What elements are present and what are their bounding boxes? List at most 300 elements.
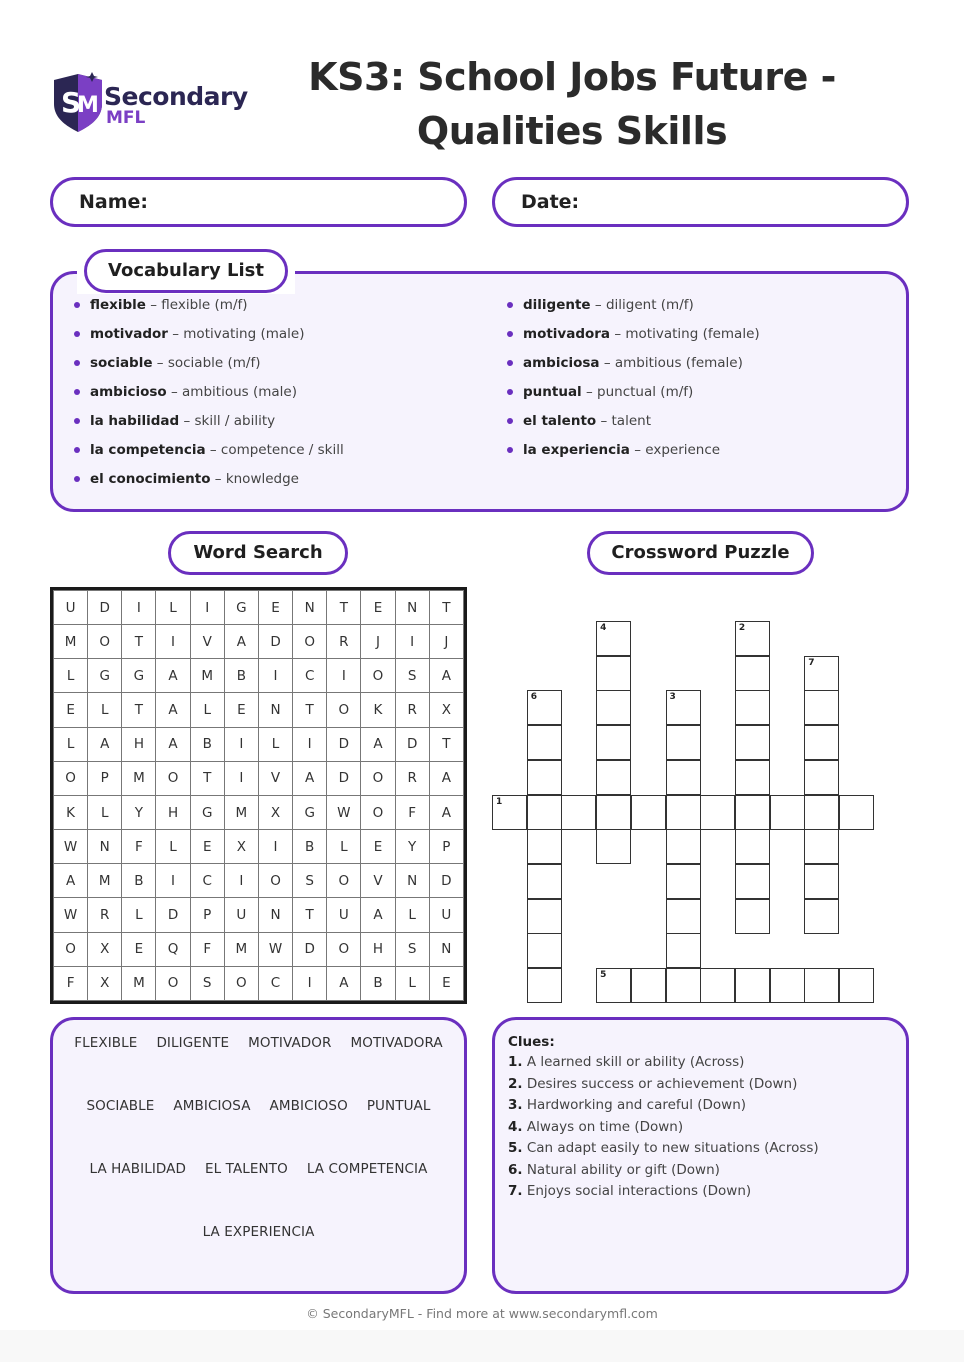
grid-letter[interactable]: N: [429, 932, 463, 966]
vocab-meaning: punctual (m/f): [597, 384, 694, 400]
word-list-item: SOCIABLE: [86, 1098, 155, 1114]
crossword-cell[interactable]: [735, 760, 770, 795]
grid-row: [54, 898, 464, 932]
grid-letter[interactable]: X: [88, 932, 122, 966]
grid-letter[interactable]: L: [190, 693, 224, 727]
grid-letter[interactable]: A: [293, 761, 327, 795]
grid-letter[interactable]: I: [395, 625, 429, 659]
grid-letter[interactable]: A: [327, 966, 361, 1000]
clues-title: Clues:: [508, 1034, 555, 1050]
grid-letter[interactable]: A: [429, 659, 463, 693]
grid-letter[interactable]: I: [156, 864, 190, 898]
grid-letter[interactable]: T: [190, 761, 224, 795]
vocab-item: la habilidad – skill / ability: [74, 411, 344, 440]
grid-letter[interactable]: V: [190, 625, 224, 659]
word-search-heading: Word Search: [168, 531, 348, 575]
grid-letter[interactable]: O: [156, 761, 190, 795]
vocab-item: motivadora – motivating (female): [507, 324, 760, 353]
grid-row: [54, 932, 464, 966]
grid-letter[interactable]: O: [258, 864, 292, 898]
vocab-term: flexible: [90, 297, 146, 313]
vocab-meaning: competence / skill: [220, 442, 344, 458]
vocab-meaning: flexible (m/f): [161, 297, 248, 313]
clue-number: 2.: [508, 1075, 523, 1092]
grid-letter[interactable]: P: [429, 830, 463, 864]
grid-letter[interactable]: G: [122, 659, 156, 693]
name-label: Name:: [79, 191, 149, 213]
grid-letter[interactable]: H: [156, 795, 190, 829]
date-label: Date:: [521, 191, 580, 213]
grid-letter[interactable]: M: [224, 932, 258, 966]
word-list-item: LA HABILIDAD: [89, 1161, 186, 1177]
crossword-cell[interactable]: [527, 899, 562, 934]
clue-text: A learned skill or ability (Across): [526, 1054, 745, 1070]
crossword-cell[interactable]: [527, 968, 562, 1003]
crossword-cell[interactable]: [527, 933, 562, 968]
grid-letter[interactable]: H: [122, 727, 156, 761]
grid-letter[interactable]: F: [122, 830, 156, 864]
grid-letter[interactable]: Y: [122, 795, 156, 829]
grid-letter[interactable]: T: [327, 591, 361, 625]
grid-letter[interactable]: T: [293, 693, 327, 727]
grid-letter[interactable]: D: [88, 591, 122, 625]
grid-letter[interactable]: O: [293, 625, 327, 659]
grid-letter[interactable]: R: [395, 693, 429, 727]
grid-letter[interactable]: L: [122, 898, 156, 932]
grid-letter[interactable]: S: [395, 932, 429, 966]
crossword-cell[interactable]: [596, 725, 631, 760]
grid-letter[interactable]: G: [224, 591, 258, 625]
grid-letter[interactable]: U: [224, 898, 258, 932]
clue-item: [508, 1076, 797, 1092]
grid-letter[interactable]: L: [54, 659, 88, 693]
grid-letter[interactable]: U: [54, 591, 88, 625]
grid-letter[interactable]: J: [429, 625, 463, 659]
vocab-item: sociable – sociable (m/f): [74, 353, 344, 382]
grid-letter[interactable]: D: [327, 761, 361, 795]
vocab-term: el talento: [523, 413, 597, 429]
vocabulary-heading: Vocabulary List: [84, 249, 288, 293]
grid-letter[interactable]: M: [190, 659, 224, 693]
grid-letter[interactable]: I: [293, 727, 327, 761]
grid-letter[interactable]: B: [190, 727, 224, 761]
grid-letter[interactable]: O: [224, 966, 258, 1000]
grid-letter[interactable]: F: [54, 966, 88, 1000]
crossword-cell[interactable]: [804, 968, 839, 1003]
vocab-item: ambiciosa – ambitious (female): [507, 353, 760, 382]
crossword-cell[interactable]: [735, 795, 770, 830]
clue-item: [508, 1140, 819, 1156]
grid-letter[interactable]: S: [190, 966, 224, 1000]
grid-letter[interactable]: C: [190, 864, 224, 898]
grid-letter[interactable]: K: [361, 693, 395, 727]
clue-number: 6.: [508, 1161, 523, 1178]
grid-letter[interactable]: V: [361, 864, 395, 898]
grid-letter[interactable]: O: [327, 693, 361, 727]
grid-letter[interactable]: E: [224, 693, 258, 727]
grid-letter[interactable]: A: [361, 727, 395, 761]
grid-letter[interactable]: R: [327, 625, 361, 659]
grid-letter[interactable]: D: [395, 727, 429, 761]
grid-letter[interactable]: O: [361, 659, 395, 693]
grid-letter[interactable]: V: [258, 761, 292, 795]
grid-letter[interactable]: K: [54, 795, 88, 829]
vocab-meaning: experience: [645, 442, 721, 458]
grid-letter[interactable]: E: [54, 693, 88, 727]
crossword-cell[interactable]: [596, 656, 631, 691]
grid-letter[interactable]: L: [88, 795, 122, 829]
grid-row: [54, 727, 464, 761]
logo-wordmark: Secondary: [104, 82, 248, 111]
crossword-cell[interactable]: [666, 968, 701, 1003]
crossword-cell[interactable]: [666, 864, 701, 899]
grid-row: [54, 795, 464, 829]
grid-letter[interactable]: L: [156, 830, 190, 864]
word-list-item: EL TALENTO: [205, 1161, 288, 1177]
logo-subword: MFL: [106, 108, 146, 128]
crossword-cell[interactable]: [596, 795, 631, 830]
crossword-cell[interactable]: [804, 656, 839, 691]
crossword-cell[interactable]: [666, 829, 701, 864]
grid-letter[interactable]: F: [190, 932, 224, 966]
crossword-clue-number: 3: [669, 692, 676, 703]
grid-letter[interactable]: T: [293, 898, 327, 932]
grid-letter[interactable]: O: [361, 761, 395, 795]
crossword-cell[interactable]: [596, 690, 631, 725]
grid-letter[interactable]: T: [122, 693, 156, 727]
crossword-cell[interactable]: [596, 760, 631, 795]
grid-letter[interactable]: O: [361, 795, 395, 829]
grid-letter[interactable]: E: [122, 932, 156, 966]
grid-letter[interactable]: I: [258, 830, 292, 864]
vocab-term: la experiencia: [523, 442, 630, 458]
grid-letter[interactable]: O: [327, 864, 361, 898]
clue-text: Can adapt easily to new situations (Across): [526, 1140, 819, 1156]
word-list-row: [53, 1098, 464, 1114]
grid-letter[interactable]: W: [54, 898, 88, 932]
crossword-cell[interactable]: [666, 795, 701, 830]
grid-letter[interactable]: Q: [156, 932, 190, 966]
vocab-item: motivador – motivating (male): [74, 324, 344, 353]
crossword-clue-number: 5: [600, 970, 607, 980]
vocab-item: flexible – flexible (m/f): [74, 295, 344, 324]
vocab-meaning: sociable (m/f): [167, 355, 261, 371]
page-title: KS3: School Jobs Future - Qualities Skills: [308, 55, 836, 153]
word-list-item: AMBICIOSA: [173, 1098, 251, 1114]
grid-row: [54, 693, 464, 727]
grid-letter[interactable]: P: [88, 761, 122, 795]
grid-letter[interactable]: N: [293, 591, 327, 625]
word-list-item: MOTIVADORA: [350, 1035, 443, 1051]
vocab-meaning: motivating (female): [625, 326, 760, 342]
grid-letter[interactable]: M: [122, 761, 156, 795]
grid-letter[interactable]: M: [224, 795, 258, 829]
grid-letter[interactable]: G: [293, 795, 327, 829]
grid-letter[interactable]: I: [293, 966, 327, 1000]
word-list-item: DILIGENTE: [156, 1035, 230, 1051]
word-list-item: LA EXPERIENCIA: [202, 1224, 315, 1240]
vocab-meaning: skill / ability: [194, 413, 276, 429]
grid-letter[interactable]: P: [190, 898, 224, 932]
crossword-cell[interactable]: [839, 795, 874, 830]
grid-row: [54, 966, 464, 1000]
date-field[interactable]: [492, 177, 909, 227]
grid-letter[interactable]: N: [88, 830, 122, 864]
grid-letter[interactable]: D: [156, 898, 190, 932]
word-list-item: PUNTUAL: [366, 1098, 431, 1114]
crossword-cell[interactable]: [735, 829, 770, 864]
crossword-cell[interactable]: [666, 760, 701, 795]
grid-letter[interactable]: S: [395, 659, 429, 693]
grid-letter[interactable]: E: [190, 830, 224, 864]
grid-letter[interactable]: M: [122, 966, 156, 1000]
grid-letter[interactable]: U: [327, 898, 361, 932]
grid-row: [54, 864, 464, 898]
clue-item: [508, 1054, 744, 1070]
clue-text: Hardworking and careful (Down): [526, 1097, 747, 1113]
grid-letter[interactable]: E: [429, 966, 463, 1000]
grid-letter[interactable]: T: [429, 727, 463, 761]
grid-letter[interactable]: R: [88, 898, 122, 932]
vocab-term: motivador: [90, 326, 168, 342]
vocab-meaning: motivating (male): [183, 326, 305, 342]
grid-letter[interactable]: I: [156, 625, 190, 659]
crossword-cell[interactable]: [527, 760, 562, 795]
grid-letter[interactable]: I: [224, 864, 258, 898]
grid-letter[interactable]: I: [327, 659, 361, 693]
grid-letter[interactable]: N: [258, 898, 292, 932]
grid-letter[interactable]: I: [258, 659, 292, 693]
grid-letter[interactable]: O: [54, 761, 88, 795]
clue-item: [508, 1097, 746, 1113]
vocab-meaning: ambitious (female): [614, 355, 743, 371]
crossword-cell[interactable]: [666, 933, 701, 968]
grid-letter[interactable]: O: [88, 625, 122, 659]
clue-text: Always on time (Down): [526, 1118, 684, 1135]
grid-letter[interactable]: G: [190, 795, 224, 829]
word-list-item: FLEXIBLE: [74, 1035, 138, 1051]
crossword-cell[interactable]: [527, 864, 562, 899]
crossword-cell[interactable]: [804, 725, 839, 760]
grid-letter[interactable]: X: [429, 693, 463, 727]
grid-letter[interactable]: X: [88, 966, 122, 1000]
grid-letter[interactable]: E: [361, 591, 395, 625]
grid-row: [54, 659, 464, 693]
grid-letter[interactable]: A: [156, 659, 190, 693]
clue-number: 5.: [508, 1140, 523, 1156]
grid-letter[interactable]: N: [395, 864, 429, 898]
grid-letter[interactable]: A: [429, 795, 463, 829]
vocabulary-column-left: [74, 295, 344, 498]
grid-letter[interactable]: D: [429, 864, 463, 898]
crossword-cell[interactable]: [666, 725, 701, 760]
clue-number: 7.: [508, 1183, 523, 1199]
grid-letter[interactable]: L: [54, 727, 88, 761]
crossword-cell[interactable]: [735, 656, 770, 691]
word-list-item: MOTIVADOR: [248, 1035, 332, 1051]
vocab-item: el talento – talent: [507, 411, 760, 440]
grid-letter[interactable]: E: [258, 591, 292, 625]
grid-letter[interactable]: A: [429, 761, 463, 795]
grid-letter[interactable]: O: [327, 932, 361, 966]
clue-text: Desires success or achievement (Down): [526, 1075, 798, 1092]
grid-letter[interactable]: S: [293, 864, 327, 898]
grid-row: [54, 625, 464, 659]
grid-row: [54, 591, 464, 625]
grid-letter[interactable]: W: [327, 795, 361, 829]
vocab-meaning: talent: [611, 413, 651, 429]
vocab-item: ambicioso – ambitious (male): [74, 382, 344, 411]
grid-letter[interactable]: J: [361, 625, 395, 659]
grid-letter[interactable]: X: [258, 795, 292, 829]
grid-letter[interactable]: N: [258, 693, 292, 727]
grid-letter[interactable]: L: [395, 966, 429, 1000]
grid-letter[interactable]: I: [224, 761, 258, 795]
grid-letter[interactable]: T: [429, 591, 463, 625]
vocab-item: puntual – punctual (m/f): [507, 382, 760, 411]
shield-logo-icon: [52, 70, 104, 134]
vocab-term: diligente: [523, 297, 591, 313]
grid-letter[interactable]: D: [258, 625, 292, 659]
grid-letter[interactable]: A: [54, 864, 88, 898]
grid-letter[interactable]: L: [156, 591, 190, 625]
clue-item: [508, 1119, 683, 1135]
vocab-term: el conocimiento: [90, 471, 211, 487]
grid-letter[interactable]: O: [156, 966, 190, 1000]
crossword-cell[interactable]: [735, 690, 770, 725]
vocabulary-column-right: [507, 295, 760, 469]
crossword-cell[interactable]: [527, 795, 562, 830]
vocab-item: la competencia – competence / skill: [74, 440, 344, 469]
grid-letter[interactable]: C: [258, 966, 292, 1000]
grid-letter[interactable]: G: [88, 659, 122, 693]
crossword-cell[interactable]: [700, 968, 735, 1003]
grid-row: [54, 761, 464, 795]
grid-letter[interactable]: I: [224, 727, 258, 761]
crossword-cell[interactable]: [631, 795, 666, 830]
grid-letter[interactable]: C: [293, 659, 327, 693]
clue-number: 3.: [508, 1097, 523, 1113]
crossword-cell[interactable]: [527, 829, 562, 864]
grid-letter[interactable]: L: [258, 727, 292, 761]
grid-letter[interactable]: B: [122, 864, 156, 898]
crossword-cell[interactable]: [561, 795, 596, 830]
grid-letter[interactable]: I: [190, 591, 224, 625]
crossword-cell[interactable]: [527, 690, 562, 725]
word-list-panel: [50, 1017, 467, 1294]
crossword-cell[interactable]: [492, 795, 527, 830]
crossword-cell[interactable]: [596, 829, 631, 864]
crossword-cell[interactable]: [804, 864, 839, 899]
grid-letter[interactable]: M: [54, 625, 88, 659]
crossword-cell[interactable]: [804, 760, 839, 795]
crossword-cell[interactable]: [804, 795, 839, 830]
grid-letter[interactable]: A: [224, 625, 258, 659]
crossword-cell[interactable]: [735, 968, 770, 1003]
vocab-meaning: knowledge: [225, 471, 299, 487]
grid-letter[interactable]: T: [122, 625, 156, 659]
crossword-cell[interactable]: [735, 725, 770, 760]
grid-letter[interactable]: A: [361, 898, 395, 932]
crossword-cell[interactable]: [735, 621, 770, 656]
crossword-cell[interactable]: [735, 899, 770, 934]
svg-text:S: S: [61, 86, 82, 119]
vocab-term: ambiciosa: [523, 355, 600, 371]
word-list-row: [53, 1035, 464, 1051]
vocab-meaning: diligent (m/f): [605, 297, 694, 313]
crossword-cell[interactable]: [770, 968, 805, 1003]
grid-letter[interactable]: A: [88, 727, 122, 761]
crossword-cell[interactable]: [666, 690, 701, 725]
grid-letter[interactable]: M: [88, 864, 122, 898]
crossword-clue-number: 4: [600, 623, 607, 633]
crossword-cell[interactable]: [804, 899, 839, 934]
grid-letter[interactable]: L: [395, 898, 429, 932]
vocab-term: puntual: [523, 384, 582, 400]
grid-letter[interactable]: B: [361, 966, 395, 1000]
vocab-term: motivadora: [523, 326, 611, 342]
crossword-cell[interactable]: [839, 968, 874, 1003]
grid-letter[interactable]: I: [122, 591, 156, 625]
word-list-item: LA COMPETENCIA: [306, 1161, 428, 1177]
footer-text: © SecondaryMFL - Find more at www.secondarymfl.com: [306, 1306, 658, 1321]
crossword-cell[interactable]: [735, 864, 770, 899]
crossword-cell[interactable]: [596, 621, 631, 656]
clue-item: [508, 1162, 720, 1178]
grid-letter[interactable]: F: [395, 795, 429, 829]
clue-text: Natural ability or gift (Down): [526, 1161, 720, 1178]
crossword-cell[interactable]: [770, 795, 805, 830]
crossword-cell[interactable]: [527, 725, 562, 760]
grid-letter[interactable]: L: [88, 693, 122, 727]
vocab-term: sociable: [90, 355, 153, 371]
grid-letter[interactable]: B: [224, 659, 258, 693]
vocab-item: la experiencia – experience: [507, 440, 760, 469]
grid-letter[interactable]: E: [361, 830, 395, 864]
crossword-cell[interactable]: [804, 690, 839, 725]
grid-letter[interactable]: D: [293, 932, 327, 966]
grid-letter[interactable]: B: [293, 830, 327, 864]
clue-number: 4.: [508, 1118, 523, 1135]
clues-panel: [492, 1017, 909, 1294]
grid-letter[interactable]: W: [258, 932, 292, 966]
grid-letter[interactable]: R: [395, 761, 429, 795]
name-field[interactable]: [50, 177, 467, 227]
vocab-item: diligente – diligent (m/f): [507, 295, 760, 324]
grid-letter[interactable]: L: [327, 830, 361, 864]
crossword-cell[interactable]: [596, 968, 631, 1003]
clue-item: [508, 1183, 751, 1199]
grid-letter[interactable]: W: [54, 830, 88, 864]
crossword-cell[interactable]: [631, 968, 666, 1003]
crossword-clue-number: 7: [808, 657, 815, 668]
grid-letter[interactable]: X: [224, 830, 258, 864]
grid-letter[interactable]: N: [395, 591, 429, 625]
grid-letter[interactable]: A: [156, 727, 190, 761]
grid-letter[interactable]: A: [156, 693, 190, 727]
clue-number: 1.: [508, 1054, 523, 1070]
crossword-cell[interactable]: [666, 899, 701, 934]
grid-letter[interactable]: Y: [395, 830, 429, 864]
crossword-cell[interactable]: [804, 829, 839, 864]
crossword-cell[interactable]: [700, 795, 735, 830]
vocab-term: ambicioso: [90, 384, 167, 400]
crossword-heading: Crossword Puzzle: [587, 531, 814, 575]
grid-letter[interactable]: U: [429, 898, 463, 932]
grid-letter[interactable]: H: [361, 932, 395, 966]
grid-letter[interactable]: O: [54, 932, 88, 966]
grid-letter[interactable]: D: [327, 727, 361, 761]
